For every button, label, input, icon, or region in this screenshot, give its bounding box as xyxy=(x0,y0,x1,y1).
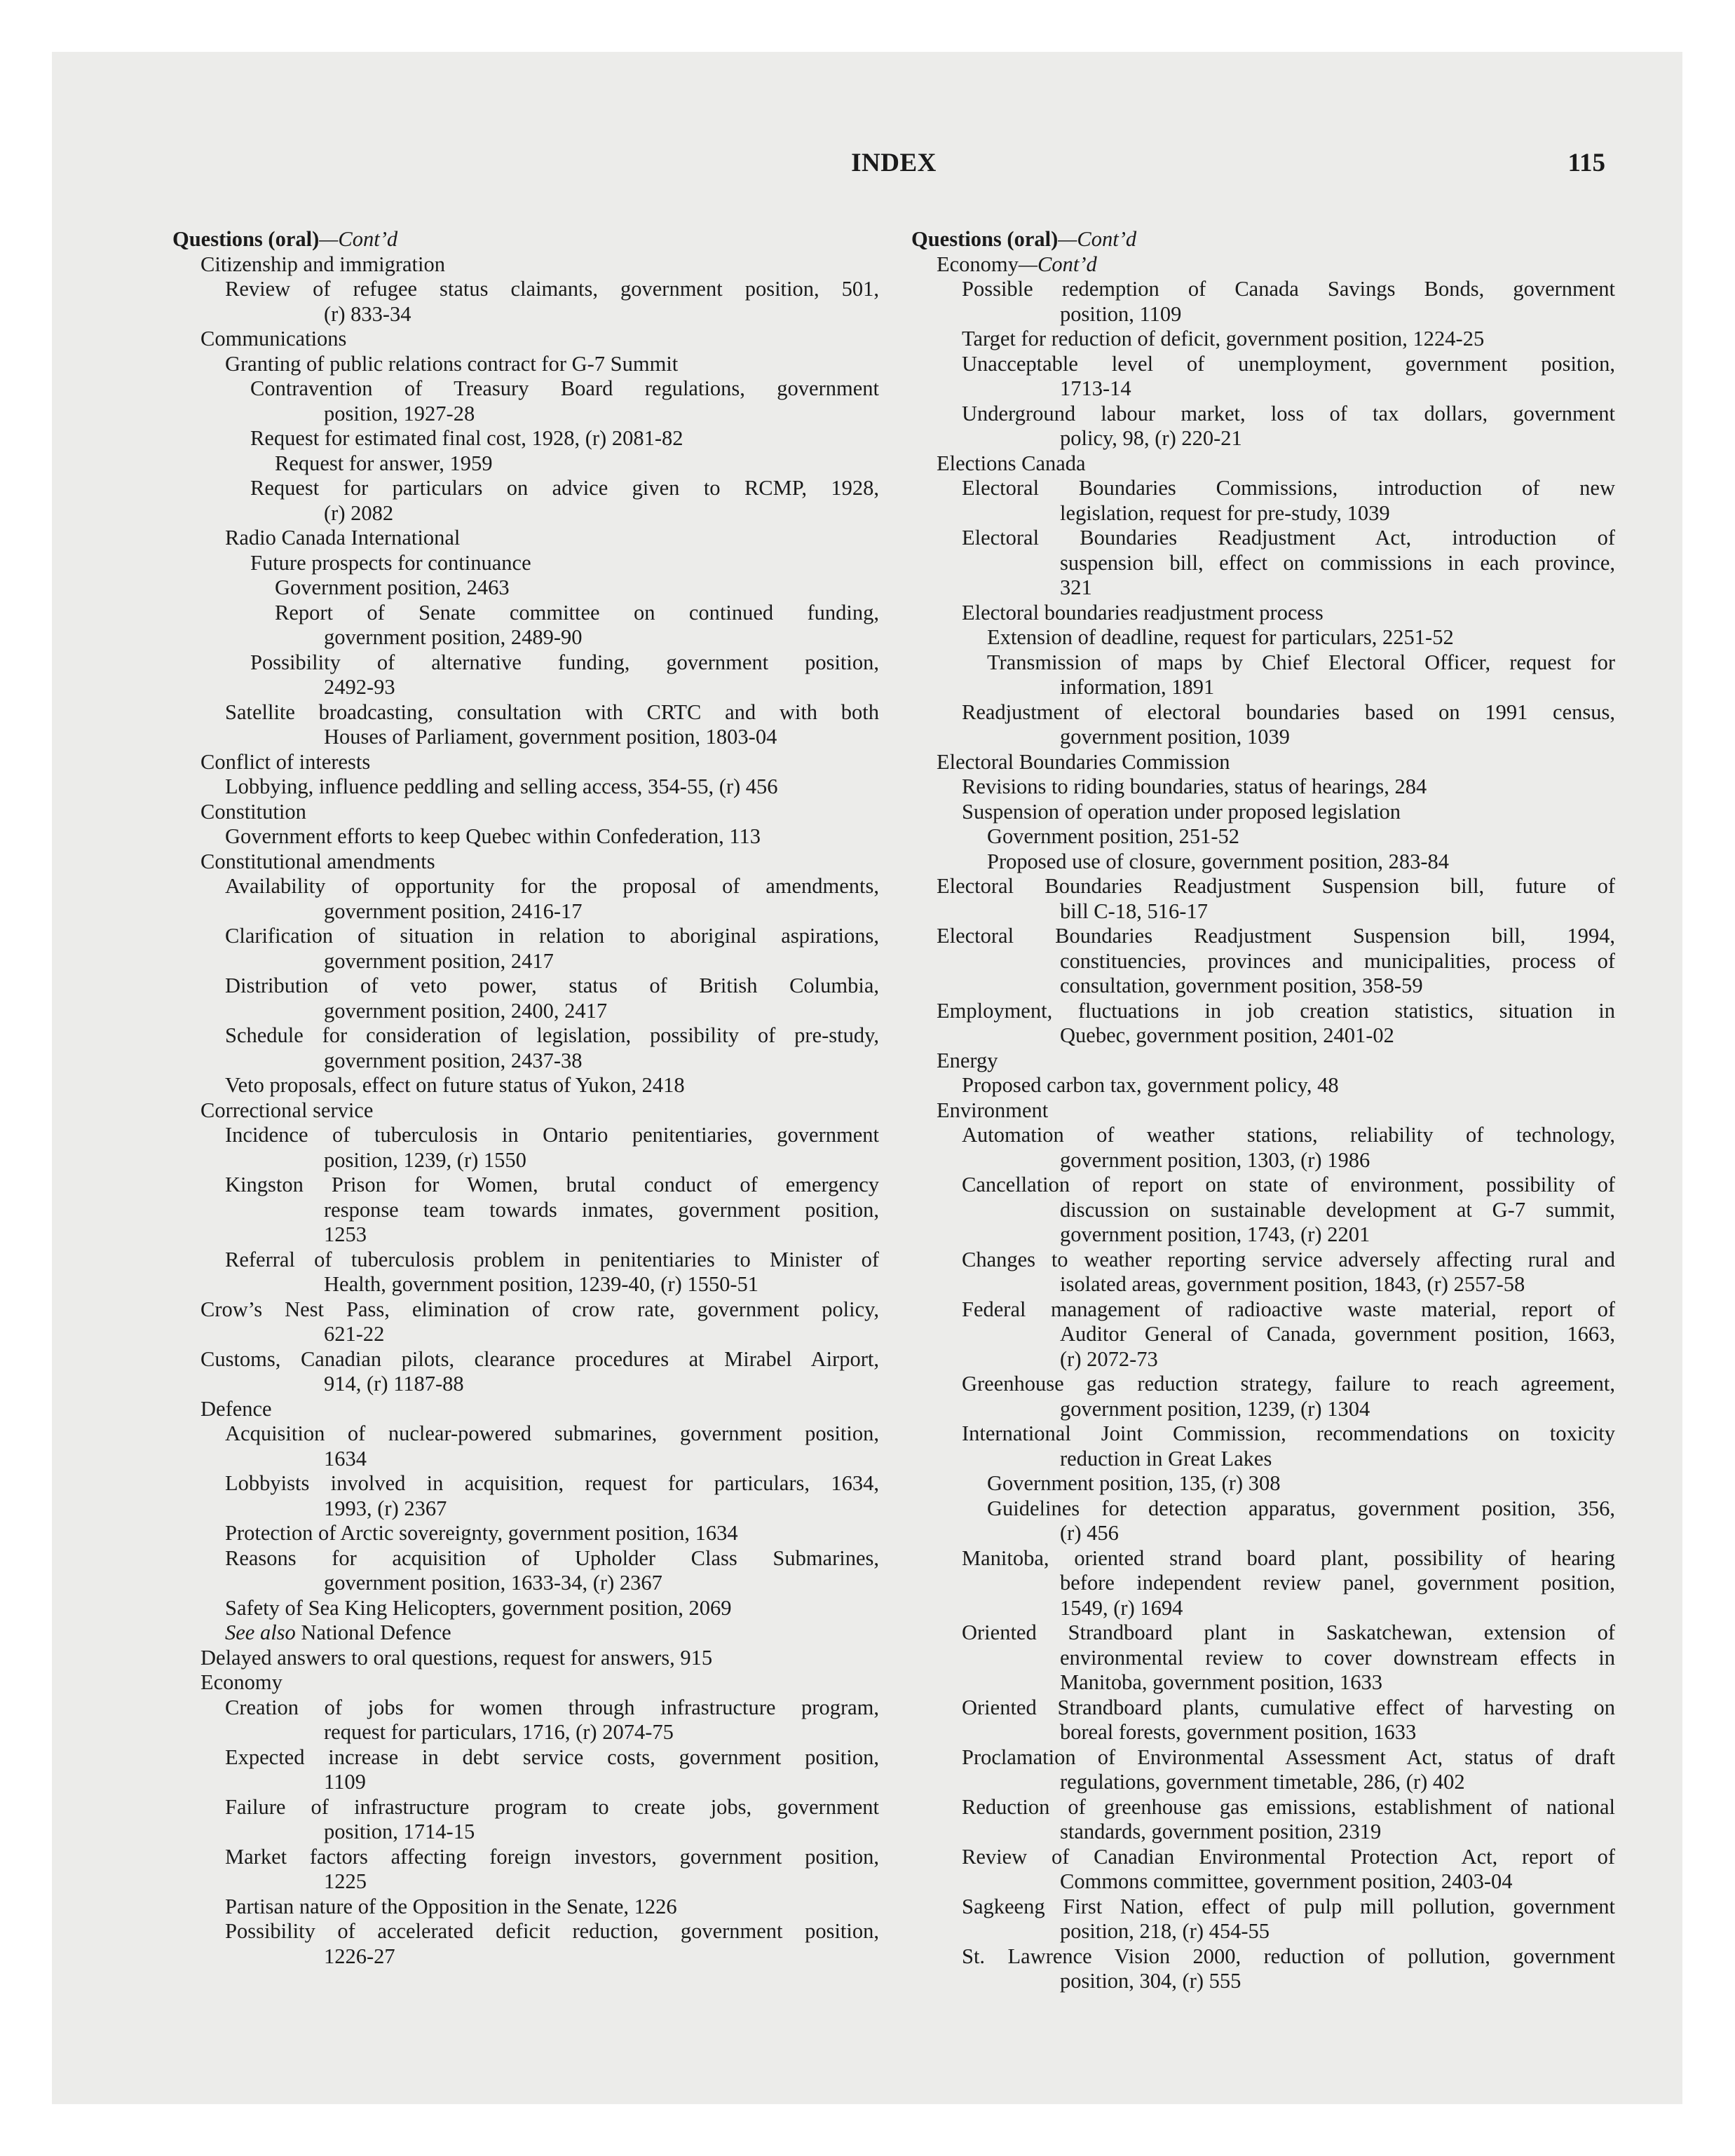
index-entry-line: Possible redemption of Canada Savings Bonds, government xyxy=(962,277,1615,301)
index-entry-line: government position, 1633-34, (r) 2367 xyxy=(324,1571,662,1595)
index-entry-line: Cancellation of report on state of environment, possibility of xyxy=(962,1173,1615,1196)
index-entry-line: Crow’s Nest Pass, elimination of crow rate, government policy, xyxy=(200,1297,879,1321)
index-entry-line: Availability of opportunity for the proposal of amendments, xyxy=(225,874,879,898)
index-entry-line: response team towards inmates, government position, xyxy=(324,1197,879,1222)
index-entry-line: Lobbyists involved in acquisition, request for particulars, 1634, xyxy=(225,1471,879,1495)
index-entry-line: position, 1927-28 xyxy=(324,401,475,425)
index-entry-line: policy, 98, (r) 220-21 xyxy=(1060,426,1242,450)
index-entry-line: Reasons for acquisition of Upholder Class Submarines, xyxy=(225,1546,879,1570)
index-entry-line: position, 304, (r) 555 xyxy=(1060,1969,1241,1993)
index-entry-line: Veto proposals, effect on future status of Yukon, 2418 xyxy=(225,1073,685,1097)
index-entry-line: Oriented Strandboard plant in Saskatchewan, extension of xyxy=(962,1621,1615,1644)
index-entry-line: Granting of public relations contract for G-7 Summit xyxy=(225,351,679,376)
index-entry-line: legislation, request for pre-study, 1039 xyxy=(1060,500,1390,525)
page-number: 115 xyxy=(1567,149,1605,177)
index-entry-line: position, 1714-15 xyxy=(324,1820,475,1843)
index-entry-line: Manitoba, government position, 1633 xyxy=(1060,1670,1382,1694)
index-entry-line: Citizenship and immigration xyxy=(200,252,446,276)
index-entry-line: 1253 xyxy=(324,1222,367,1246)
index-entry-line: Houses of Parliament, government position, 1803-04 xyxy=(324,725,777,749)
page-title: INDEX xyxy=(851,149,937,177)
index-entry-line: 1993, (r) 2367 xyxy=(324,1496,447,1520)
entry-text-part: —Cont’d xyxy=(1018,252,1097,276)
index-entry-line: Radio Canada International xyxy=(225,526,461,550)
page-header xyxy=(0,146,1735,181)
index-entry-line: Underground labour market, loss of tax dollars, government xyxy=(962,401,1615,425)
index-entry-line: Proclamation of Environmental Assessment Act, status of draft xyxy=(962,1745,1615,1769)
index-entry-line: Request for answer, 1959 xyxy=(275,451,493,475)
index-entry-line: Defence xyxy=(200,1396,272,1421)
index-entry-line: Request for particulars on advice given to RCMP, 1928, xyxy=(250,476,879,500)
entry-text-part: See also xyxy=(225,1621,296,1644)
index-entry-line: Electoral Boundaries Readjustment Suspension bill, future of xyxy=(937,874,1615,898)
index-entry-line: Future prospects for continuance xyxy=(250,550,531,575)
index-entry-line: Proposed use of closure, government position, 283-84 xyxy=(987,849,1450,873)
index-column-right xyxy=(911,227,1615,1994)
index-entry-line: Review of refugee status claimants, government position, 501, xyxy=(225,277,879,301)
index-entry-line: bill C-18, 516-17 xyxy=(1060,899,1208,923)
index-entry-line: discussion on sustainable development at G-7 summit, xyxy=(1060,1197,1615,1222)
index-entry-line: Contravention of Treasury Board regulations, government xyxy=(250,376,879,400)
index-entry-line: Delayed answers to oral questions, request for answers, 915 xyxy=(200,1645,713,1670)
index-entry-line: (r) 2082 xyxy=(324,500,394,525)
index-entry-line: Market factors affecting foreign investors, government position, xyxy=(225,1844,879,1869)
index-entry-line: Electoral Boundaries Readjustment Suspension bill, 1994, xyxy=(937,924,1615,948)
index-entry-line: Constitutional amendments xyxy=(200,849,435,873)
index-entry-line: Transmission of maps by Chief Electoral Officer, request for xyxy=(987,650,1615,674)
index-entry-line: 1634 xyxy=(324,1446,367,1471)
index-entry-line: standards, government position, 2319 xyxy=(1060,1820,1382,1843)
index-entry-line: 621-22 xyxy=(324,1322,385,1346)
index-entry-line: position, 1109 xyxy=(1060,301,1182,326)
index-entry-line: Referral of tuberculosis problem in penitentiaries to Minister of xyxy=(225,1247,879,1271)
entry-text-part: —Cont’d xyxy=(1058,227,1137,251)
index-entry-line: Expected increase in debt service costs, government position, xyxy=(225,1745,879,1769)
index-entry-line: environmental review to cover downstream effects in xyxy=(1060,1645,1615,1670)
index-entry-line: 1225 xyxy=(324,1869,367,1893)
index-entry-line: International Joint Commission, recommendations on toxicity xyxy=(962,1421,1615,1445)
index-entry-line: Government position, 251-52 xyxy=(987,824,1240,848)
index-entry-line: information, 1891 xyxy=(1060,675,1215,699)
index-entry-line: government position, 1743, (r) 2201 xyxy=(1060,1222,1370,1246)
index-entry-line: Request for estimated final cost, 1928, (r) 2081-82 xyxy=(250,426,683,450)
index-entry-line: Acquisition of nuclear-powered submarines, government position, xyxy=(225,1421,879,1445)
index-entry-line: Unacceptable level of unemployment, government position, xyxy=(962,351,1615,376)
index-entry-line: Incidence of tuberculosis in Ontario penitentiaries, government xyxy=(225,1123,879,1147)
index-entry-line: request for particulars, 1716, (r) 2074-75 xyxy=(324,1720,674,1744)
index-entry-line: Schedule for consideration of legislation, possibility of pre-study, xyxy=(225,1023,879,1047)
index-entry-line: Environment xyxy=(937,1098,1049,1122)
index-entry-line: Suspension of operation under proposed legislation xyxy=(962,799,1401,824)
index-entry-line: position, 1239, (r) 1550 xyxy=(324,1147,526,1172)
index-entry-line: Review of Canadian Environmental Protection Act, report of xyxy=(962,1844,1615,1869)
index-entry-line: constituencies, provinces and municipalities, process of xyxy=(1060,948,1615,973)
index-entry-line: (r) 2072-73 xyxy=(1060,1346,1158,1371)
index-entry-line: Electoral Boundaries Readjustment Act, introduction of xyxy=(962,526,1615,550)
index-entry-line: Federal management of radioactive waste material, report of xyxy=(962,1297,1615,1321)
index-entry xyxy=(911,252,1615,278)
index-entry-line: suspension bill, effect on commissions in each province, xyxy=(1060,550,1615,575)
index-entry-line: Lobbying, influence peddling and selling access, 354-55, (r) 456 xyxy=(225,775,778,798)
index-entry-line: position, 218, (r) 454-55 xyxy=(1060,1919,1270,1943)
index-entry-line: 914, (r) 1187-88 xyxy=(324,1372,464,1396)
index-entry-line: government position, 2416-17 xyxy=(324,899,583,923)
index-entry-line: Electoral Boundaries Commissions, introduction of new xyxy=(962,476,1615,500)
index-entry-line: Possibility of accelerated deficit reduction, government position, xyxy=(225,1919,879,1943)
index-entry-line: Satellite broadcasting, consultation with CRTC and with both xyxy=(225,700,879,724)
index-entry-line: Customs, Canadian pilots, clearance procedures at Mirabel Airport, xyxy=(200,1346,879,1371)
index-heading xyxy=(911,227,1615,252)
index-entry-line: St. Lawrence Vision 2000, reduction of pollution, government xyxy=(962,1944,1615,1968)
index-entry-line: Electoral boundaries readjustment process xyxy=(962,600,1324,625)
index-entry-line: government position, 2437-38 xyxy=(324,1048,583,1072)
index-entry-line: Target for reduction of deficit, government position, 1224-25 xyxy=(962,327,1485,350)
index-entry-line: Clarification of situation in relation to aboriginal aspirations, xyxy=(225,924,879,948)
see-also-reference xyxy=(172,1621,879,1646)
index-entry-line: Auditor General of Canada, government position, 1663, xyxy=(1060,1322,1615,1346)
index-entry-line: (r) 833-34 xyxy=(324,301,411,326)
index-entry-line: (r) 456 xyxy=(1060,1521,1119,1545)
index-entry-line: Report of Senate committee on continued funding, xyxy=(275,600,879,625)
index-entry-line: Energy xyxy=(937,1048,998,1072)
index-entry-line: Revisions to riding boundaries, status of hearings, 284 xyxy=(962,775,1427,798)
index-entry-line: Government position, 135, (r) 308 xyxy=(987,1471,1281,1495)
index-column-left xyxy=(172,227,879,1969)
index-entry-line: Communications xyxy=(200,327,347,350)
index-entry-line: 1226-27 xyxy=(324,1944,395,1968)
index-entry-line: government position, 2400, 2417 xyxy=(324,998,608,1023)
index-entry-line: government position, 2417 xyxy=(324,948,554,973)
index-entry-line: government position, 1239, (r) 1304 xyxy=(1060,1396,1370,1421)
index-entry-line: Commons committee, government position, 2403-04 xyxy=(1060,1869,1513,1893)
index-entry-line: Guidelines for detection apparatus, government position, 356, xyxy=(987,1496,1615,1520)
index-entry-line: 2492-93 xyxy=(324,675,395,699)
index-entry-line: Automation of weather stations, reliability of technology, xyxy=(962,1123,1615,1147)
index-entry-line: Electoral Boundaries Commission xyxy=(937,749,1230,774)
index-heading xyxy=(172,227,879,252)
entry-text-part: Questions (oral) xyxy=(172,227,320,251)
index-entry-line: 1109 xyxy=(324,1770,366,1794)
index-entry-line: Quebec, government position, 2401-02 xyxy=(1060,1023,1394,1047)
entry-text-part: Economy xyxy=(937,252,1019,276)
index-entry-line: government position, 1039 xyxy=(1060,725,1290,749)
index-entry-line: Kingston Prison for Women, brutal conduct of emergency xyxy=(225,1173,879,1196)
index-entry-line: Partisan nature of the Opposition in the Senate, 1226 xyxy=(225,1894,677,1918)
index-entry-line: government position, 2489-90 xyxy=(324,625,583,649)
entry-text-part: —Cont’d xyxy=(319,227,398,251)
index-entry-line: Employment, fluctuations in job creation statistics, situation in xyxy=(937,998,1615,1023)
index-entry-line: 1549, (r) 1694 xyxy=(1060,1595,1183,1620)
index-entry-line: Possibility of alternative funding, government position, xyxy=(250,650,879,674)
index-entry-line: Conflict of interests xyxy=(200,749,371,774)
index-entry-line: Sagkeeng First Nation, effect of pulp mill pollution, government xyxy=(962,1894,1615,1918)
index-entry-line: Economy xyxy=(200,1670,283,1694)
index-entry-line: Safety of Sea King Helicopters, government position, 2069 xyxy=(225,1595,732,1620)
entry-text-part: National Defence xyxy=(295,1621,451,1644)
index-entry-line: Elections Canada xyxy=(937,451,1086,475)
index-entry-line: 321 xyxy=(1060,575,1092,599)
index-entry-line: Manitoba, oriented strand board plant, possibility of hearing xyxy=(962,1546,1615,1570)
index-entry-line: Distribution of veto power, status of British Columbia, xyxy=(225,974,879,997)
index-entry-line: Protection of Arctic sovereignty, government position, 1634 xyxy=(225,1521,738,1545)
index-entry-line: consultation, government position, 358-59 xyxy=(1060,974,1423,997)
index-entry-line: Government efforts to keep Quebec within Confederation, 113 xyxy=(225,824,761,848)
index-entry-line: Failure of infrastructure program to create jobs, government xyxy=(225,1794,879,1819)
index-entry-line: before independent review panel, government position, xyxy=(1060,1571,1615,1595)
index-entry-line: reduction in Great Lakes xyxy=(1060,1446,1272,1471)
index-entry-line: Readjustment of electoral boundaries based on 1991 census, xyxy=(962,700,1615,724)
index-entry-line: Reduction of greenhouse gas emissions, establishment of national xyxy=(962,1794,1615,1819)
index-entry-line: boreal forests, government position, 1633 xyxy=(1060,1720,1417,1744)
index-entry-line: 1713-14 xyxy=(1060,376,1131,400)
index-entry-line: isolated areas, government position, 1843, (r) 2557-58 xyxy=(1060,1272,1525,1296)
index-entry-line: government position, 1303, (r) 1986 xyxy=(1060,1147,1370,1172)
index-entry-line: Constitution xyxy=(200,799,306,824)
index-entry-line: Creation of jobs for women through infrastructure program, xyxy=(225,1695,879,1719)
index-entry-line: Government position, 2463 xyxy=(275,575,510,599)
index-entry-line: Correctional service xyxy=(200,1098,374,1122)
index-entry-line: Oriented Strandboard plants, cumulative effect of harvesting on xyxy=(962,1695,1615,1719)
index-entry-line: Extension of deadline, request for particulars, 2251-52 xyxy=(987,625,1454,649)
entry-text-part: Questions (oral) xyxy=(911,227,1059,251)
index-entry-line: Health, government position, 1239-40, (r) 1550-51 xyxy=(324,1272,759,1296)
index-entry-line: Greenhouse gas reduction strategy, failure to reach agreement, xyxy=(962,1372,1615,1396)
index-entry-line: Changes to weather reporting service adversely affecting rural and xyxy=(962,1247,1615,1271)
index-entry-line: Proposed carbon tax, government policy, 48 xyxy=(962,1073,1339,1097)
index-entry-line: regulations, government timetable, 286, (r) 402 xyxy=(1060,1770,1465,1794)
